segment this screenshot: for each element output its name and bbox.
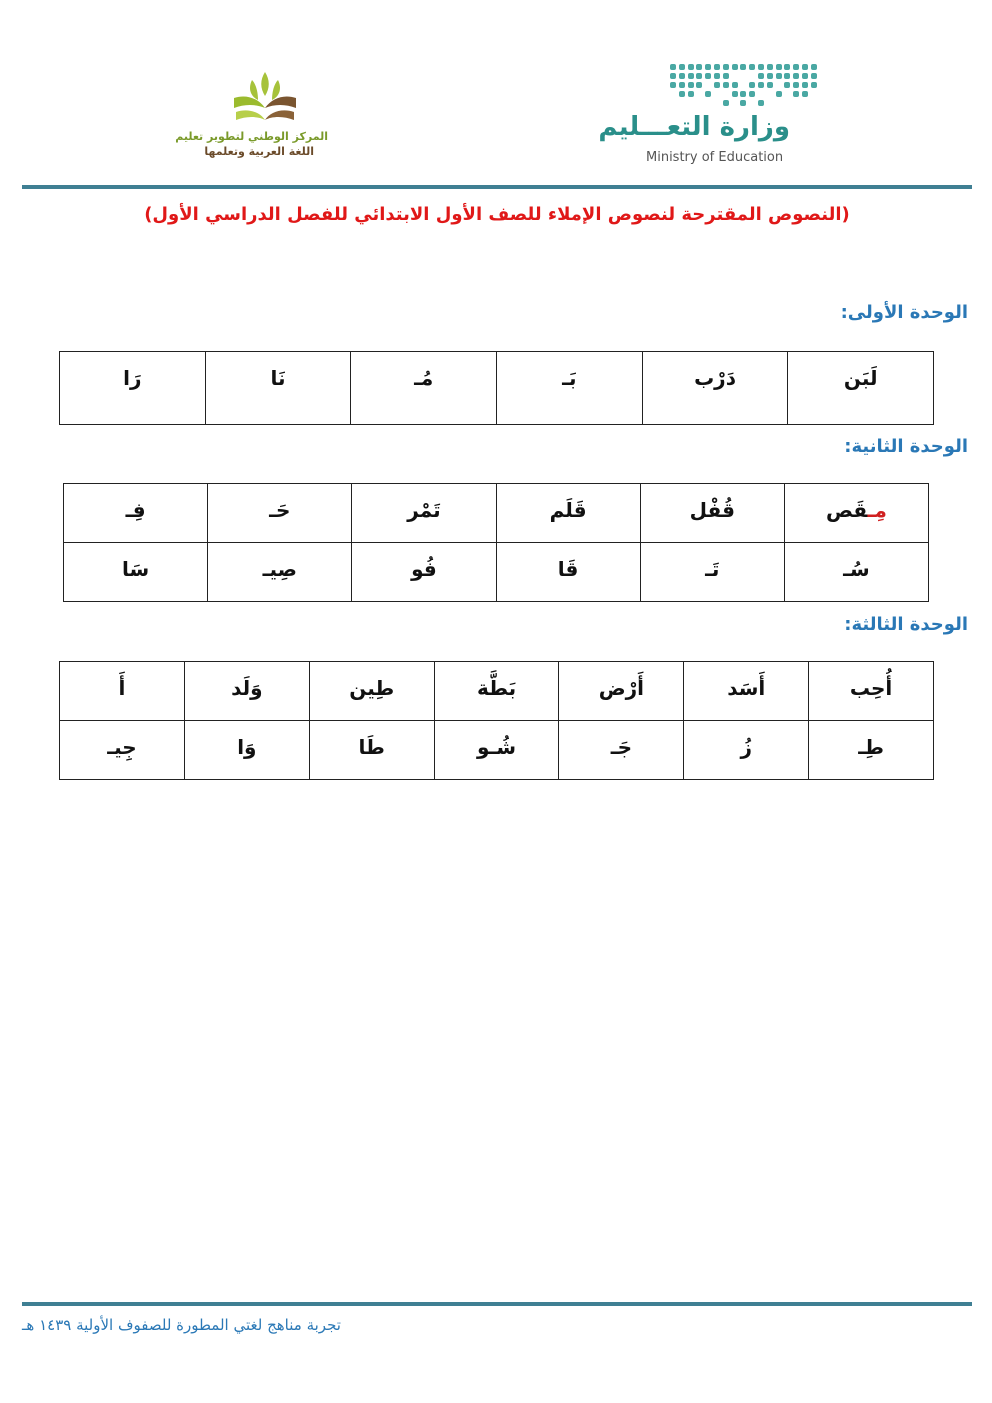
national-center-logo [175, 68, 350, 168]
logo-dot [740, 64, 746, 70]
word-cell: نَا [205, 352, 351, 425]
word-cell: لَبَن [788, 352, 934, 425]
table-row [60, 721, 934, 780]
logo-dot [679, 73, 685, 79]
word-cell: طَا [309, 721, 434, 780]
logo-dot [793, 91, 799, 97]
logo-dot [670, 73, 676, 79]
logo-dot [802, 82, 808, 88]
logo-dot [793, 82, 799, 88]
logo-dot [749, 64, 755, 70]
center-name-line1: المركز الوطني لتطوير تعليم [175, 130, 328, 143]
logo-dot [688, 82, 694, 88]
logo-dot [802, 91, 808, 97]
logo-dot [758, 64, 764, 70]
logo-dot [802, 64, 808, 70]
word-cell: بَطَّة [434, 662, 559, 721]
logo-dot [670, 82, 676, 88]
center-name-line2: اللغة العربية وتعلمها [204, 145, 314, 158]
word-cell: شُـو [434, 721, 559, 780]
plant-book-icon [230, 68, 300, 128]
table-row [64, 543, 929, 602]
page-title: (النصوص المقترحة لنصوص الإملاء للصف الأول الابتدائي للفصل الدراسي الأول) [144, 204, 850, 225]
logo-dot [705, 64, 711, 70]
logo-dot [793, 73, 799, 79]
word-cell: رَا [60, 352, 206, 425]
logo-dot [714, 73, 720, 79]
word-cell: أَرْض [559, 662, 684, 721]
logo-dot [749, 82, 755, 88]
logo-dot [688, 91, 694, 97]
logo-dot [732, 82, 738, 88]
unit-2-table [63, 483, 929, 602]
logo-dot [811, 64, 817, 70]
logo-dot [723, 64, 729, 70]
word-cell: وَا [184, 721, 309, 780]
unit-1-label: الوحدة الأولى: [840, 302, 968, 323]
word-cell: دَرْب [642, 352, 788, 425]
header-divider [22, 185, 972, 189]
ministry-logo [598, 64, 820, 168]
word-cell: قَلَم [496, 484, 640, 543]
ministry-name-ar: وزارة التعـــليم [598, 112, 790, 142]
ministry-logo-dots [670, 64, 820, 110]
word-cell: فُو [352, 543, 496, 602]
logo-dot [705, 73, 711, 79]
logo-dot [749, 91, 755, 97]
word-cell: بَـ [497, 352, 643, 425]
logo-dot [714, 64, 720, 70]
unit-3-table [59, 661, 934, 780]
logo-dot [767, 64, 773, 70]
word-cell: طِـ [809, 721, 934, 780]
word-cell: فِـ [64, 484, 208, 543]
logo-dot [776, 91, 782, 97]
logo-dot [696, 82, 702, 88]
logo-dot [740, 100, 746, 106]
logo-dot [740, 91, 746, 97]
table-row [60, 662, 934, 721]
word-cell: طِين [309, 662, 434, 721]
logo-dot [714, 82, 720, 88]
word-cell: زُ [684, 721, 809, 780]
logo-dot [670, 64, 676, 70]
word-cell [784, 484, 928, 543]
logo-dot [802, 73, 808, 79]
logo-dot [723, 82, 729, 88]
table-row [64, 484, 929, 543]
word-cell: صِيـ [208, 543, 352, 602]
logo-dot [732, 91, 738, 97]
unit-1-table [59, 351, 934, 425]
logo-dot [688, 64, 694, 70]
table-row [60, 352, 934, 425]
word-cell: مُـ [351, 352, 497, 425]
logo-dot [696, 64, 702, 70]
word-cell: سُـ [784, 543, 928, 602]
unit-3-label: الوحدة الثالثة: [844, 614, 968, 635]
logo-dot [758, 82, 764, 88]
word-rest: قَص [825, 498, 868, 522]
word-cell: أُحِب [809, 662, 934, 721]
logo-dot [723, 100, 729, 106]
logo-dot [679, 82, 685, 88]
logo-dot [811, 73, 817, 79]
logo-dot [784, 82, 790, 88]
word-cell: تَمْر [352, 484, 496, 543]
logo-dot [696, 73, 702, 79]
word-cell: قُفْل [640, 484, 784, 543]
word-cell: جِيـ [60, 721, 185, 780]
logo-dot [767, 82, 773, 88]
logo-dot [776, 64, 782, 70]
word-cell: أَ [60, 662, 185, 721]
logo-dot [758, 100, 764, 106]
logo-dot [723, 73, 729, 79]
logo-dot [679, 91, 685, 97]
logo-dot [793, 64, 799, 70]
logo-dot [784, 64, 790, 70]
unit-2-label: الوحدة الثانية: [844, 436, 968, 457]
logo-dot [732, 64, 738, 70]
ministry-name-en: Ministry of Education [646, 150, 784, 165]
logo-dot [679, 64, 685, 70]
word-cell: أَسَد [684, 662, 809, 721]
word-cell: وَلَد [184, 662, 309, 721]
logo-dot [688, 73, 694, 79]
word-cell: حَـ [208, 484, 352, 543]
footer-divider [22, 1302, 972, 1306]
word-cell: قَا [496, 543, 640, 602]
logo-dot [784, 73, 790, 79]
word-cell: سَا [64, 543, 208, 602]
word-cell: جَـ [559, 721, 684, 780]
footer-text: تجربة مناهج لغتي المطورة للصفوف الأولية ١٤٣٩ هـ [22, 1316, 341, 1334]
word-cell: تَـ [640, 543, 784, 602]
logo-dot [776, 73, 782, 79]
logo-dot [705, 91, 711, 97]
highlighted-letter: مِـ [867, 498, 887, 522]
logo-dot [758, 73, 764, 79]
logo-dot [767, 73, 773, 79]
logo-dot [811, 82, 817, 88]
